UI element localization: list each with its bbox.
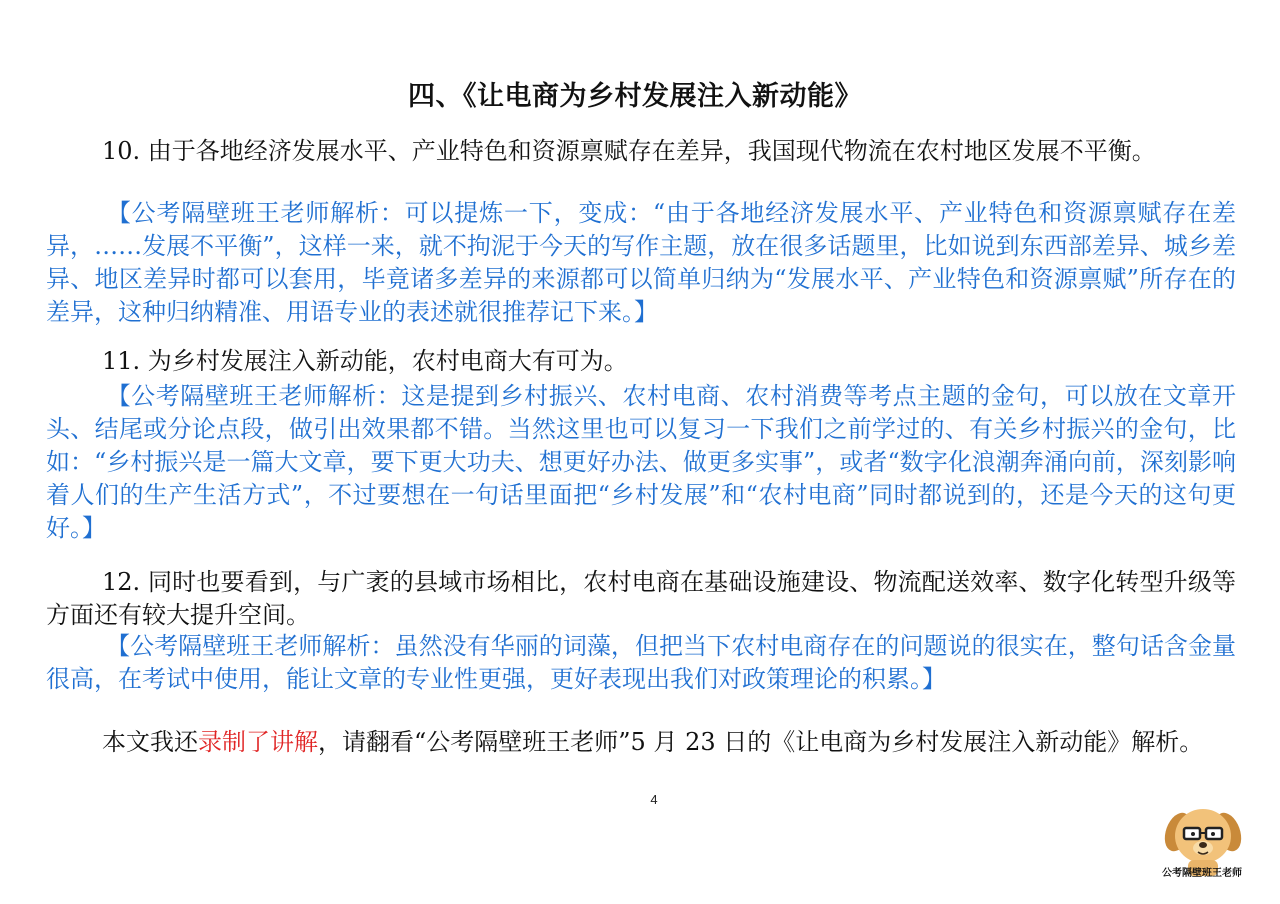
sentence-12 [46, 566, 1236, 632]
sentence-11 [46, 345, 1236, 378]
analysis-11 [46, 380, 1236, 545]
sentence-10-text: 10. 由于各地经济发展水平、产业特色和资源禀赋存在差异，我国现代物流在农村地区发展不平衡。 [102, 137, 1156, 165]
sentence-11-text: 11. 为乡村发展注入新动能，农村电商大有可为。 [102, 347, 628, 375]
analysis-10-text: 【公考隔壁班王老师解析：可以提炼一下，变成：“由于各地经济发展水平、产业特色和资源禀赋存在差异，……发展不平衡”，这样一来，就不拘泥于今天的写作主题，放在很多话题里，比如说到东西部差异、城乡差异、地区差异时都可以套用，毕竟诸多差异的来源都可以简单归纳为“发展水平、产业特色和资源禀赋”所存在的差异，这种归纳精准、用语专业的表述就很推荐记下来。】 [46, 199, 1236, 326]
logo-caption: 公考隔壁班王老师 [1162, 868, 1242, 879]
analysis-10 [46, 197, 1236, 329]
closing-highlight: 录制了讲解 [198, 728, 318, 756]
closing-before: 本文我还 [102, 728, 198, 756]
closing-paragraph [46, 726, 1236, 759]
page-number: 4 [650, 792, 658, 807]
analysis-12 [46, 630, 1236, 696]
section-title: 四、《让电商为乡村发展注入新动能》 [408, 81, 862, 112]
analysis-11-text: 【公考隔壁班王老师解析：这是提到乡村振兴、农村电商、农村消费等考点主题的金句，可以放在文章开头、结尾或分论点段，做引出效果都不错。当然这里也可以复习一下我们之前学过的、有关乡村振兴的金句，比如：“乡村振兴是一篇大文章，要下更大功夫、想更好办法、做更多实事”，或者“数字化浪潮奔涌向前，深刻影响着人们的生产生活方式”，不过要想在一句话里面把“乡村发展”和“农村电商”同时都说到的，还是今天的这句更好。】 [46, 382, 1236, 542]
closing-after: ，请翻看“公考隔壁班王老师”5 月 23 日的《让电商为乡村发展注入新动能》解析。 [318, 728, 1204, 756]
sentence-10 [46, 135, 1236, 168]
analysis-12-text: 【公考隔壁班王老师解析：虽然没有华丽的词藻，但把当下农村电商存在的问题说的很实在，整句话含金量很高，在考试中使用，能让文章的专业性更强，更好表现出我们对政策理论的积累。】 [46, 632, 1236, 693]
sentence-12-text: 12. 同时也要看到，与广袤的县域市场相比，农村电商在基础设施建设、物流配送效率、数字化转型升级等方面还有较大提升空间。 [46, 568, 1236, 629]
